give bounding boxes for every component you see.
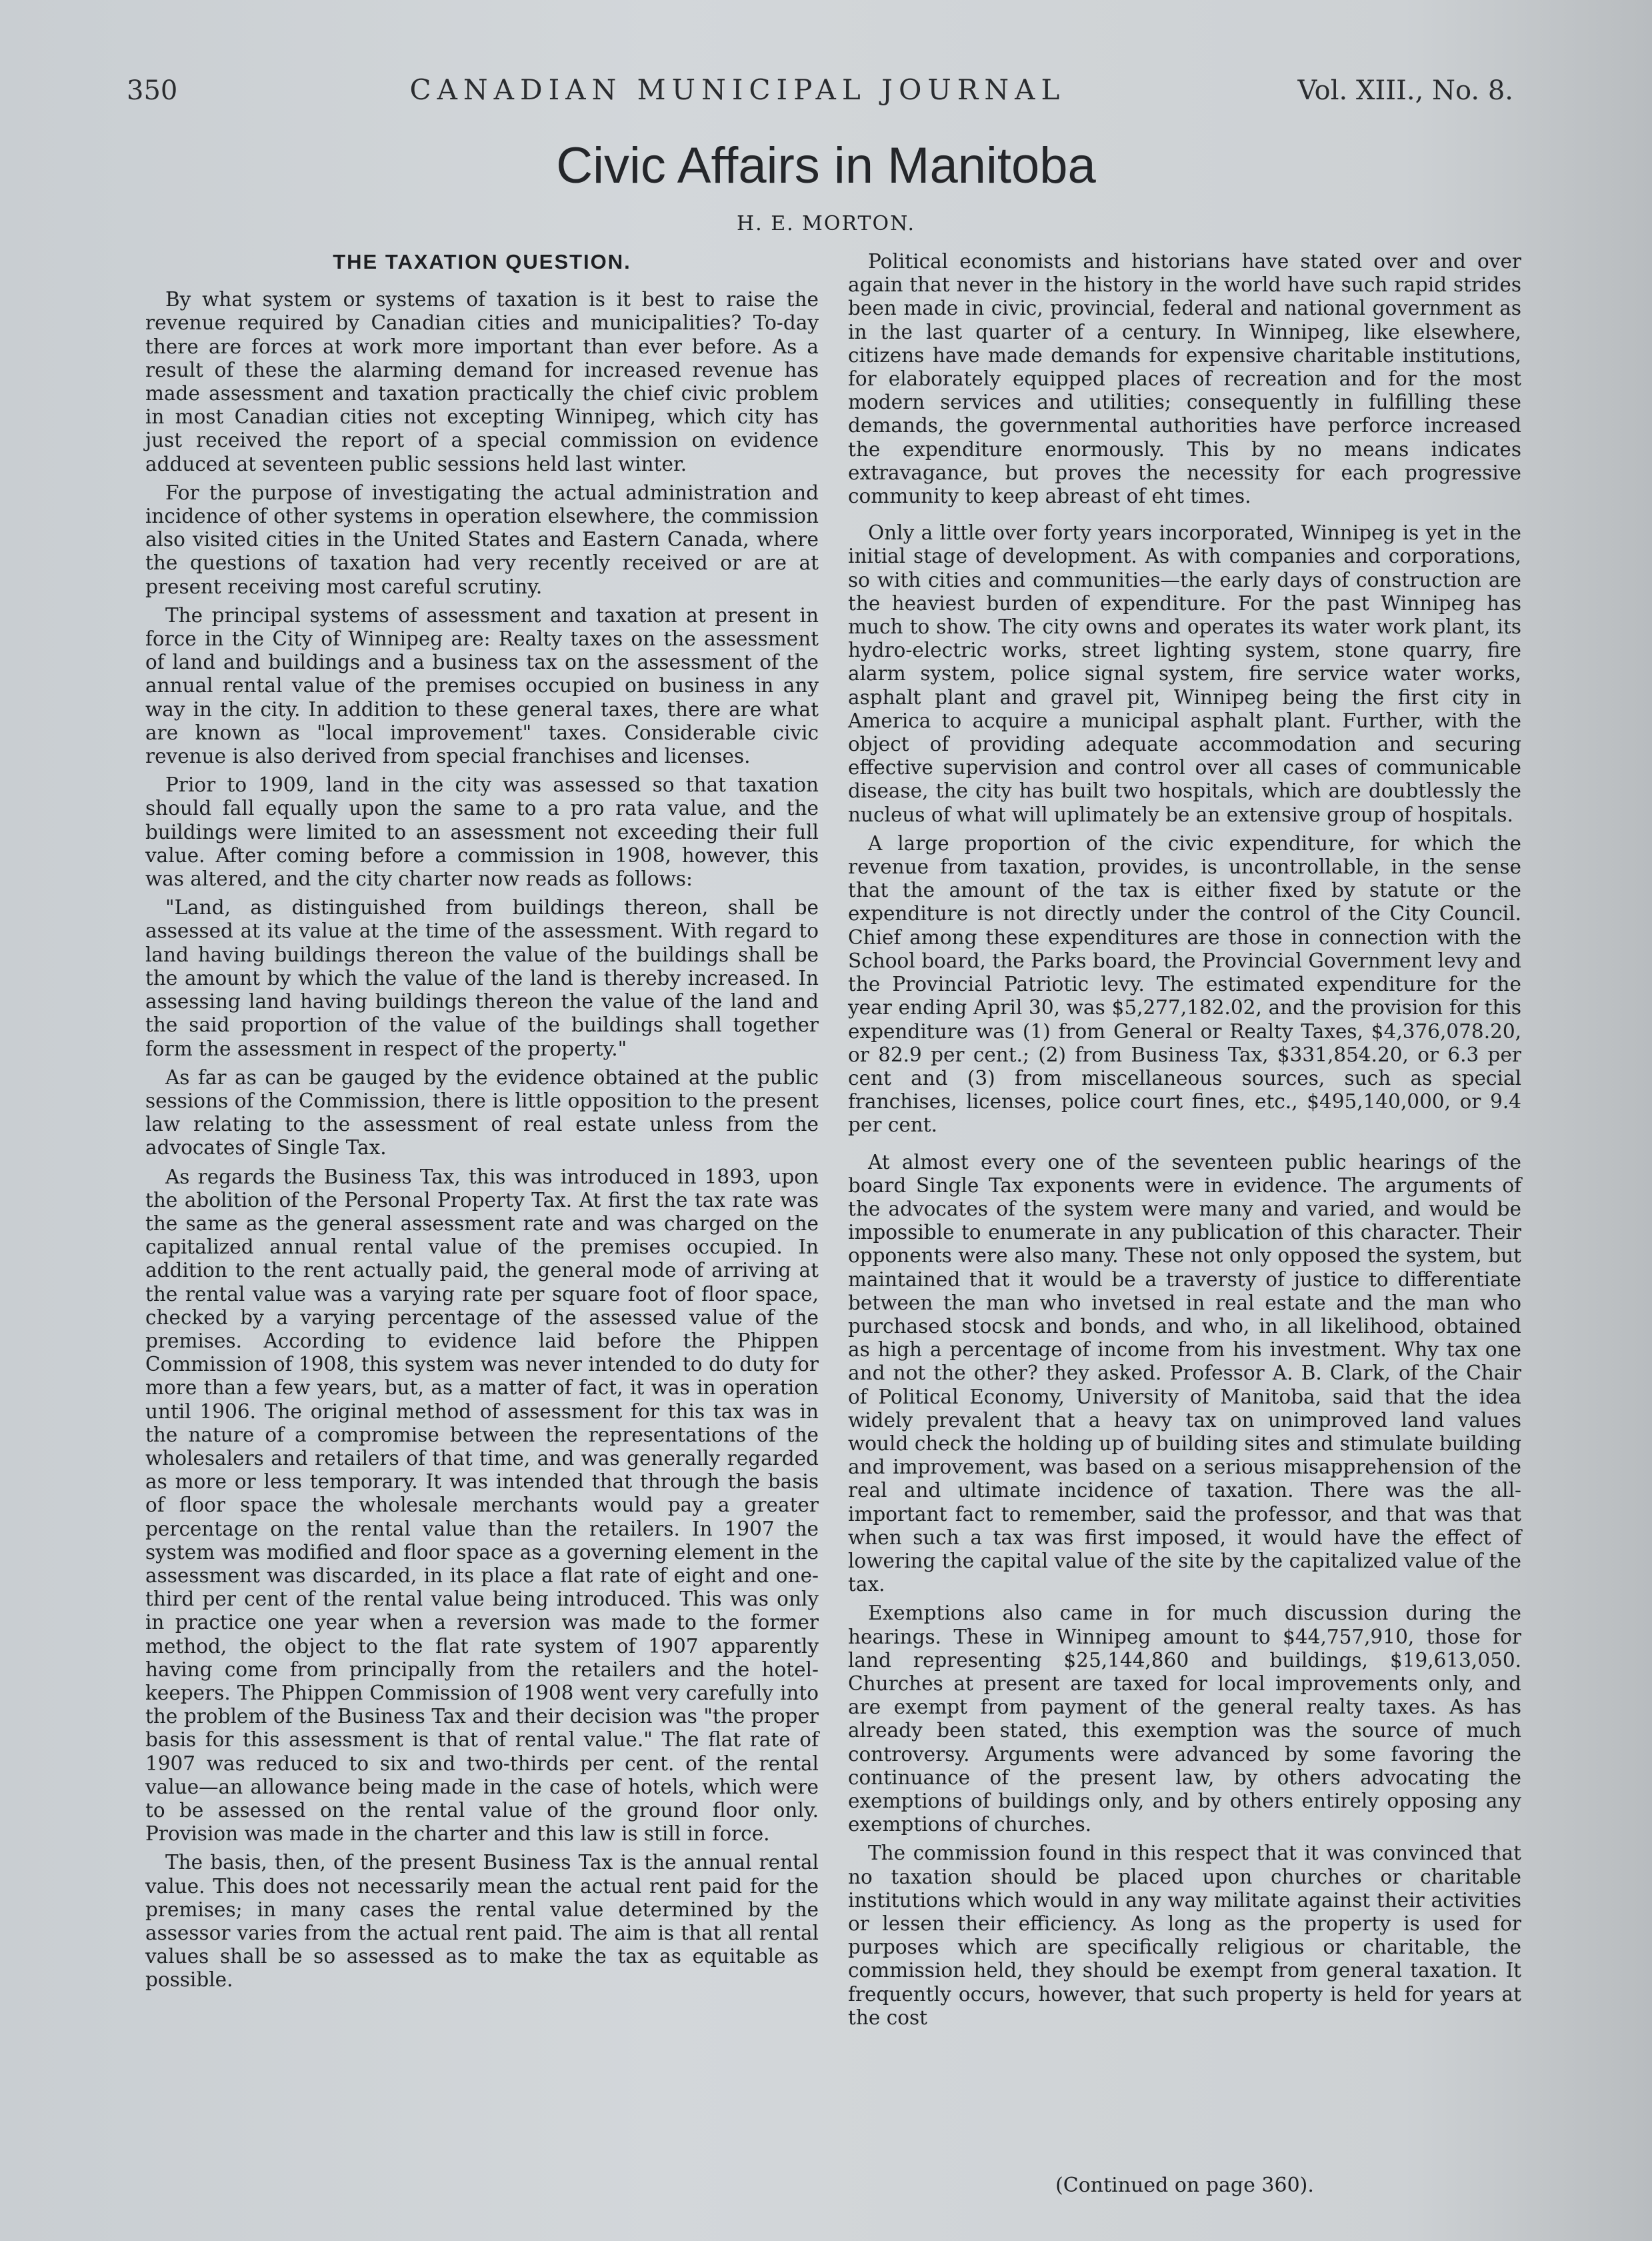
continued-note: (Continued on page 360). [1055, 2174, 1314, 2197]
volume-issue: Vol. XIII., No. 8. [1297, 75, 1513, 106]
paragraph: Exemptions also came in for much discussion during the hearings. These in Winnipeg amount to $44,757,910, those for land representing $25,144,860 and buildings, $19,613,050. Churches at present are taxed for local improvements only, and are exempt from payment of the general realty taxes. As has already been stated, this exemption was the source of much controversy. Arguments were advanced by some favoring the continuance of the present law, by others advocating the exemptions of buildings only, and by others entirely opposing any exemptions of churches. [848, 1602, 1521, 1836]
journal-title: CANADIAN MUNICIPAL JOURNAL [409, 73, 1066, 106]
paragraph: As far as can be gauged by the evidence obtained at the public sessions of the Commission, there is little opposition to the present law relating to the assessment of real estate unless from the advocates of Single Tax. [145, 1065, 819, 1160]
running-head [127, 73, 1513, 120]
paragraph: A large proportion of the civic expenditure, for which the revenue from taxation, provides, is uncontrollable, in the sense that the amount of the tax is either fixed by statute or the expenditure is not directly under the control of the City Council. Chief among these expenditures are those in connection with the School board, the Parks board, the Provincial Government levy and the Provincial Patriotic levy. The estimated expenditure for the year ending April 30, was $5,277,182.02, and the provision for this expenditure was (1) from General or Realty Taxes, $4,376,078.20, or 82.9 per cent.; (2) from Business Tax, $331,854.20, or 6.3 per cent and (3) from miscellaneous sources, such as special franchises, licenses, police court fines, etc., $495,140,000, or 9.4 per cent. [848, 831, 1521, 1137]
paragraph: Prior to 1909, land in the city was assessed so that taxation should fall equally upon the same to a pro rata value, and the buildings were limited to an assessment not exceeding their full value. After coming before a commission in 1908, however, this was altered, and the city charter now reads as follows: [145, 773, 819, 891]
paragraph: As regards the Business Tax, this was introduced in 1893, upon the abolition of the Personal Property Tax. At first the tax rate was the same as the general assessment rate and was charged on the capitalized annual rental value of the premises occupied. In addition to the rent actually paid, the general mode of arriving at the rental value was a varying rate per square foot of floor space, checked by a varying percentage of the assessed value of the premises. According to evidence laid before the Phippen Commission of 1908, this system was never intended to do duty for more than a few years, but, as a matter of fact, it was in operation until 1906. The original method of assessment for this tax was in the nature of a compromise between the representations of the wholesalers and retailers of that time, and was generally regarded as more or less temporary. It was intended that through the basis of floor space the wholesale merchants would pay a greater percentage on the rental value than the retailers. In 1907 the system was modified and floor space as a governing element in the assessment was discarded, in its place a flat rate of eight and one-third per cent of the rental value being introduced. This was only in practice one year when a reversion was made to the former method, the object to the flat rate system of 1907 apparently having come from principally from the retailers and the hotel-keepers. The Phippen Commission of 1908 went very carefully into the problem of the Business Tax and their decision was "the proper basis for this assessment is that of rental value." The flat rate of 1907 was reduced to six and two-thirds per cent. of the rental value—an allowance being made in the case of hotels, which were to be assessed on the rental value of the ground floor only. Provision was made in the charter and this law is still in force. [145, 1165, 819, 1846]
article-title: Civic Affairs in Manitoba [556, 137, 1096, 194]
paragraph: At almost every one of the seventeen public hearings of the board Single Tax exponents were in evidence. The arguments of the advocates of the system were many and varied, and would be impossible to enumerate in any publication of this character. Their opponents were also many. These not only opposed the system, but maintained that it would be a traversty of justice to differentiate between the man who invetsed in real estate and the man who purchased stocsk and bonds, and who, in all likelihood, obtained as high a percentage of income from his investment. Why tax one and not the other? they asked. Professor A. B. Clark, of the Chair of Political Economy, University of Manitoba, said that the idea widely prevalent that a heavy tax on unimproved land values would check the holding up of building sites and stimulate building and improvement, was based on a serious misapprehension of the real and ultimate incidence of taxation. There was the all-important fact to remember, said the professor, and that was that when such a tax was first imposed, it would have the effect of lowering the capital value of the site by the capitalized value of the tax. [848, 1150, 1521, 1596]
left-column [145, 250, 819, 1998]
page-number: 350 [127, 75, 178, 106]
article-byline: H. E. MORTON. [736, 212, 916, 235]
paragraph: For the purpose of investigating the actual administration and incidence of other systems in operation elsewhere, the commission also visited cities in the United States and Eastern Canada, where the questions of taxation had very recently received or are at present receiving most careful scrutiny. [145, 481, 819, 598]
right-column [848, 250, 1521, 2035]
paragraph: The basis, then, of the present Business Tax is the annual rental value. This does not necessarily mean the actual rent paid for the premises; in many cases the rental value determined by the assessor varies from the actual rent paid. The aim is that all rental values shall be so assessed as to make the tax as equitable as possible. [145, 1851, 819, 1992]
paragraph: By what system or systems of taxation is it best to raise the revenue required by Canadian cities and municipalities? To-day there are forces at work more important than ever before. As a result of these the alarming demand for increased revenue has made assessment and taxation practically the chief civic problem in most Canadian cities not excepting Winnipeg, which city has just received the report of a special commission on evidence adduced at seventeen public sessions held last winter. [145, 288, 819, 475]
section-heading: THE TAXATION QUESTION. [333, 250, 631, 273]
paragraph: The commission found in this respect that it was convinced that no taxation should be placed upon churches or charitable institutions which would in any way militate against their activities or lessen their efficiency. As long as the property is used for purposes which are specifically religious or charitable, the commission held, they should be exempt from general taxation. It frequently occurs, however, that such property is held for years at the cost [848, 1842, 1521, 2029]
paragraph: The principal systems of assessment and taxation at present in force in the City of Winnipeg are: Realty taxes on the assessment of land and buildings and a business tax on the assessment of the annual rental value of the premises occupied on business in any way in the city. In addition to these general taxes, there are what are known as "local improvement" taxes. Considerable civic revenue is also derived from special franchises and licenses. [145, 603, 819, 768]
paragraph: Political economists and historians have stated over and over again that never in the history in the world have such rapid strides been made in civic, provincial, federal and national government as in the last quarter of a century. In Winnipeg, like elsewhere, citizens have made demands for expensive charitable institutions, for elaborately equipped places of recreation and for the most modern services and utilities; consequently in fulfilling these demands, the governmental authorities have perforce increased the expenditure enormously. This by no means indicates extravagance, but proves the necessity for each progressive community to keep abreast of eht times. [848, 250, 1521, 508]
quoted-paragraph: "Land, as distinguished from buildings thereon, shall be assessed at its value at the time of the assessment. With regard to land having buildings thereon the value of the buildings shall be the amount by which the value of the land is thereby increased. In assessing land having buildings thereon the value of the land and the said proportion of the value of the buildings shall together form the assessment in respect of the property." [145, 896, 819, 1060]
paragraph: Only a little over forty years incorporated, Winnipeg is yet in the initial stage of development. As with companies and corporations, so with cities and communities—the early days of construction are the heaviest burden of expenditure. For the past Winnipeg has much to show. The city owns and operates its water work plant, its hydro-electric works, street lighting system, stone quarry, fire alarm system, police signal system, fire service water works, asphalt plant and gravel pit, Winnipeg being the first city in America to acquire a municipal asphalt plant. Further, with the object of providing adequate accommodation and securing effective supervision and control over all cases of communicable disease, the city has built two hospitals, which are doubtlessly the nucleus of what will uplimately be an extensive group of hospitals. [848, 521, 1521, 826]
